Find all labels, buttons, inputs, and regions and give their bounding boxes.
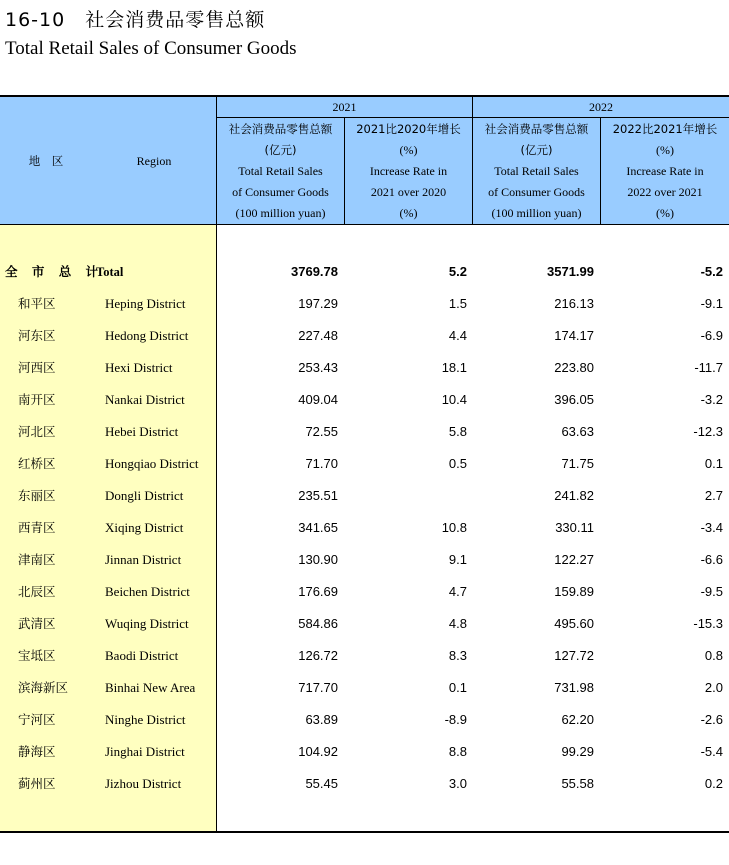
header-year-2022: 2022	[589, 100, 613, 114]
sales-2021: 409.04	[298, 392, 338, 407]
sales-2022: 330.11	[555, 520, 594, 535]
header-sales-2022: 社会消费品零售总额 (亿元) Total Retail Sales of Consumer Goods (100 million yuan)	[484, 122, 589, 220]
rate-2021: -8.9	[444, 712, 467, 727]
table-row	[0, 512, 729, 544]
rate-2022: 0.2	[704, 776, 723, 791]
sales-2022: 174.17	[554, 328, 594, 343]
header-divider	[600, 117, 601, 227]
region-name-en: Nankai District	[105, 392, 185, 407]
region-name-en: Beichen District	[105, 584, 190, 599]
sales-2021: 71.70	[305, 456, 338, 471]
header-divider	[216, 117, 729, 118]
region-name-cn: 宝坻区	[18, 648, 56, 663]
table-row	[0, 544, 729, 576]
region-name-cn: 蓟州区	[18, 776, 56, 791]
table-row	[0, 608, 729, 640]
region-name-en: Wuqing District	[105, 616, 189, 631]
rate-2021: 1.5	[448, 296, 467, 311]
region-name-cn: 河北区	[18, 424, 56, 439]
region-name-en: Total	[96, 265, 124, 279]
rate-2021: 10.4	[441, 392, 467, 407]
sales-2021: 253.43	[298, 360, 338, 375]
rate-2021: 4.7	[448, 584, 467, 599]
rate-2021: 3.0	[448, 776, 467, 791]
region-name-cn: 北辰区	[18, 584, 56, 599]
sales-2021: 72.55	[305, 424, 338, 439]
sales-2022: 62.20	[561, 712, 594, 727]
sales-2021: 235.51	[298, 488, 338, 503]
table-row	[0, 416, 729, 448]
region-name-cn: 津南区	[18, 552, 56, 567]
rate-2021: 0.1	[448, 680, 467, 695]
region-name-en: Binhai New Area	[105, 680, 196, 695]
sales-2021: 227.48	[298, 328, 338, 343]
region-name-en: Hebei District	[105, 424, 179, 439]
sales-2022: 122.27	[554, 552, 594, 567]
rate-2021: 8.3	[448, 648, 467, 663]
rate-2022: 2.0	[704, 680, 723, 695]
rate-2021: 18.1	[441, 360, 467, 375]
sales-2021: 717.70	[298, 680, 338, 695]
sales-2022: 731.98	[554, 680, 594, 695]
table-bottom-border	[0, 831, 729, 833]
rate-2022: -3.2	[700, 392, 723, 407]
table-row	[0, 704, 729, 736]
region-name-cn: 河西区	[18, 360, 56, 375]
table-row	[0, 672, 729, 704]
region-name-cn: 西青区	[18, 520, 56, 535]
header-sales-2021: 社会消费品零售总额 (亿元) Total Retail Sales of Consumer Goods (100 million yuan)	[228, 122, 333, 220]
rate-2021: 5.2	[448, 264, 467, 279]
sales-2022: 396.05	[554, 392, 594, 407]
region-name-cn: 河东区	[18, 328, 56, 343]
table-row	[0, 480, 729, 512]
region-name-en: Hedong District	[105, 328, 189, 343]
rate-2022: -12.3	[693, 424, 723, 439]
sales-2021: 341.65	[298, 520, 338, 535]
header-rate-2022: 2022比2021年增长 (%) Increase Rate in 2022 over 2021 (%)	[612, 122, 718, 220]
rate-2022: -5.2	[700, 264, 723, 279]
region-name-cn: 南开区	[18, 392, 56, 407]
rate-2022: -5.4	[700, 744, 723, 759]
table-row	[0, 640, 729, 672]
sales-2021: 197.29	[298, 296, 338, 311]
sales-2021: 130.90	[298, 552, 338, 567]
rate-2022: -15.3	[693, 616, 723, 631]
sales-2022: 241.82	[554, 488, 594, 503]
sales-2021: 55.45	[305, 776, 338, 791]
rate-2022: -9.1	[700, 296, 723, 311]
sales-2021: 3769.78	[291, 264, 338, 279]
header-region-cn: 地 区	[28, 154, 64, 168]
sales-2022: 71.75	[561, 456, 594, 471]
rate-2021: 0.5	[448, 456, 467, 471]
sales-2021: 126.72	[298, 648, 338, 663]
table-row	[0, 384, 729, 416]
rate-2022: -6.9	[700, 328, 723, 343]
rate-2022: -2.6	[700, 712, 723, 727]
rate-2021: 5.8	[448, 424, 467, 439]
region-name-en: Jinnan District	[105, 552, 182, 567]
table-header	[0, 95, 729, 225]
region-name-en: Heping District	[105, 296, 186, 311]
table-row-total	[0, 256, 729, 288]
header-rate-2021: 2021比2020年增长 (%) Increase Rate in 2021 over 2020 (%)	[356, 122, 461, 220]
rate-2021: 8.8	[448, 744, 467, 759]
region-name-cn: 静海区	[18, 744, 56, 759]
region-name-en: Ninghe District	[105, 712, 186, 727]
rate-2022: 0.8	[704, 648, 723, 663]
sales-2022: 223.80	[554, 360, 594, 375]
sales-2021: 104.92	[298, 744, 338, 759]
region-name-en: Jizhou District	[105, 776, 182, 791]
table-title-cn: 16-10 社会消费品零售总额	[5, 9, 266, 31]
table-row	[0, 320, 729, 352]
sales-2022: 3571.99	[547, 264, 594, 279]
rate-2021: 9.1	[448, 552, 467, 567]
table-row	[0, 448, 729, 480]
region-name-cn: 和平区	[18, 296, 56, 311]
region-name-en: Hexi District	[105, 360, 173, 375]
header-region-en: Region	[136, 154, 172, 168]
sales-2022: 127.72	[554, 648, 594, 663]
rate-2022: -3.4	[700, 520, 723, 535]
header-year-2021: 2021	[332, 100, 357, 114]
region-name-cn: 红桥区	[18, 456, 56, 471]
region-name-cn: 东丽区	[18, 488, 56, 503]
rate-2022: 0.1	[704, 456, 723, 471]
region-name-en: Xiqing District	[105, 520, 184, 535]
region-name-cn: 全 市 总 计	[5, 264, 104, 279]
sales-2022: 159.89	[554, 584, 594, 599]
region-name-cn: 武清区	[18, 616, 56, 631]
rate-2021: 10.8	[441, 520, 467, 535]
rate-2022: 2.7	[704, 488, 723, 503]
sales-2022: 63.63	[561, 424, 594, 439]
sales-2022: 216.13	[554, 296, 594, 311]
sales-2021: 176.69	[298, 584, 338, 599]
table-row	[0, 576, 729, 608]
rate-2022: -9.5	[700, 584, 723, 599]
table-row	[0, 768, 729, 800]
sales-2021: 584.86	[298, 616, 338, 631]
region-name-en: Jinghai District	[105, 744, 185, 759]
sales-2022: 99.29	[561, 744, 594, 759]
table-row	[0, 352, 729, 384]
region-name-en: Dongli District	[105, 488, 184, 503]
sales-2022: 495.60	[554, 616, 594, 631]
table-row	[0, 288, 729, 320]
table-title-en: Total Retail Sales of Consumer Goods	[5, 38, 297, 59]
region-name-cn: 宁河区	[18, 712, 56, 727]
rate-2021: 4.4	[448, 328, 467, 343]
sales-2022: 55.58	[561, 776, 594, 791]
region-name-cn: 滨海新区	[18, 680, 69, 695]
table-row	[0, 736, 729, 768]
rate-2021: 4.8	[448, 616, 467, 631]
rate-2022: -6.6	[700, 552, 723, 567]
rate-2022: -11.7	[694, 360, 723, 375]
region-name-en: Hongqiao District	[105, 456, 199, 471]
region-name-en: Baodi District	[105, 648, 179, 663]
sales-2021: 63.89	[305, 712, 338, 727]
header-divider	[344, 117, 345, 227]
